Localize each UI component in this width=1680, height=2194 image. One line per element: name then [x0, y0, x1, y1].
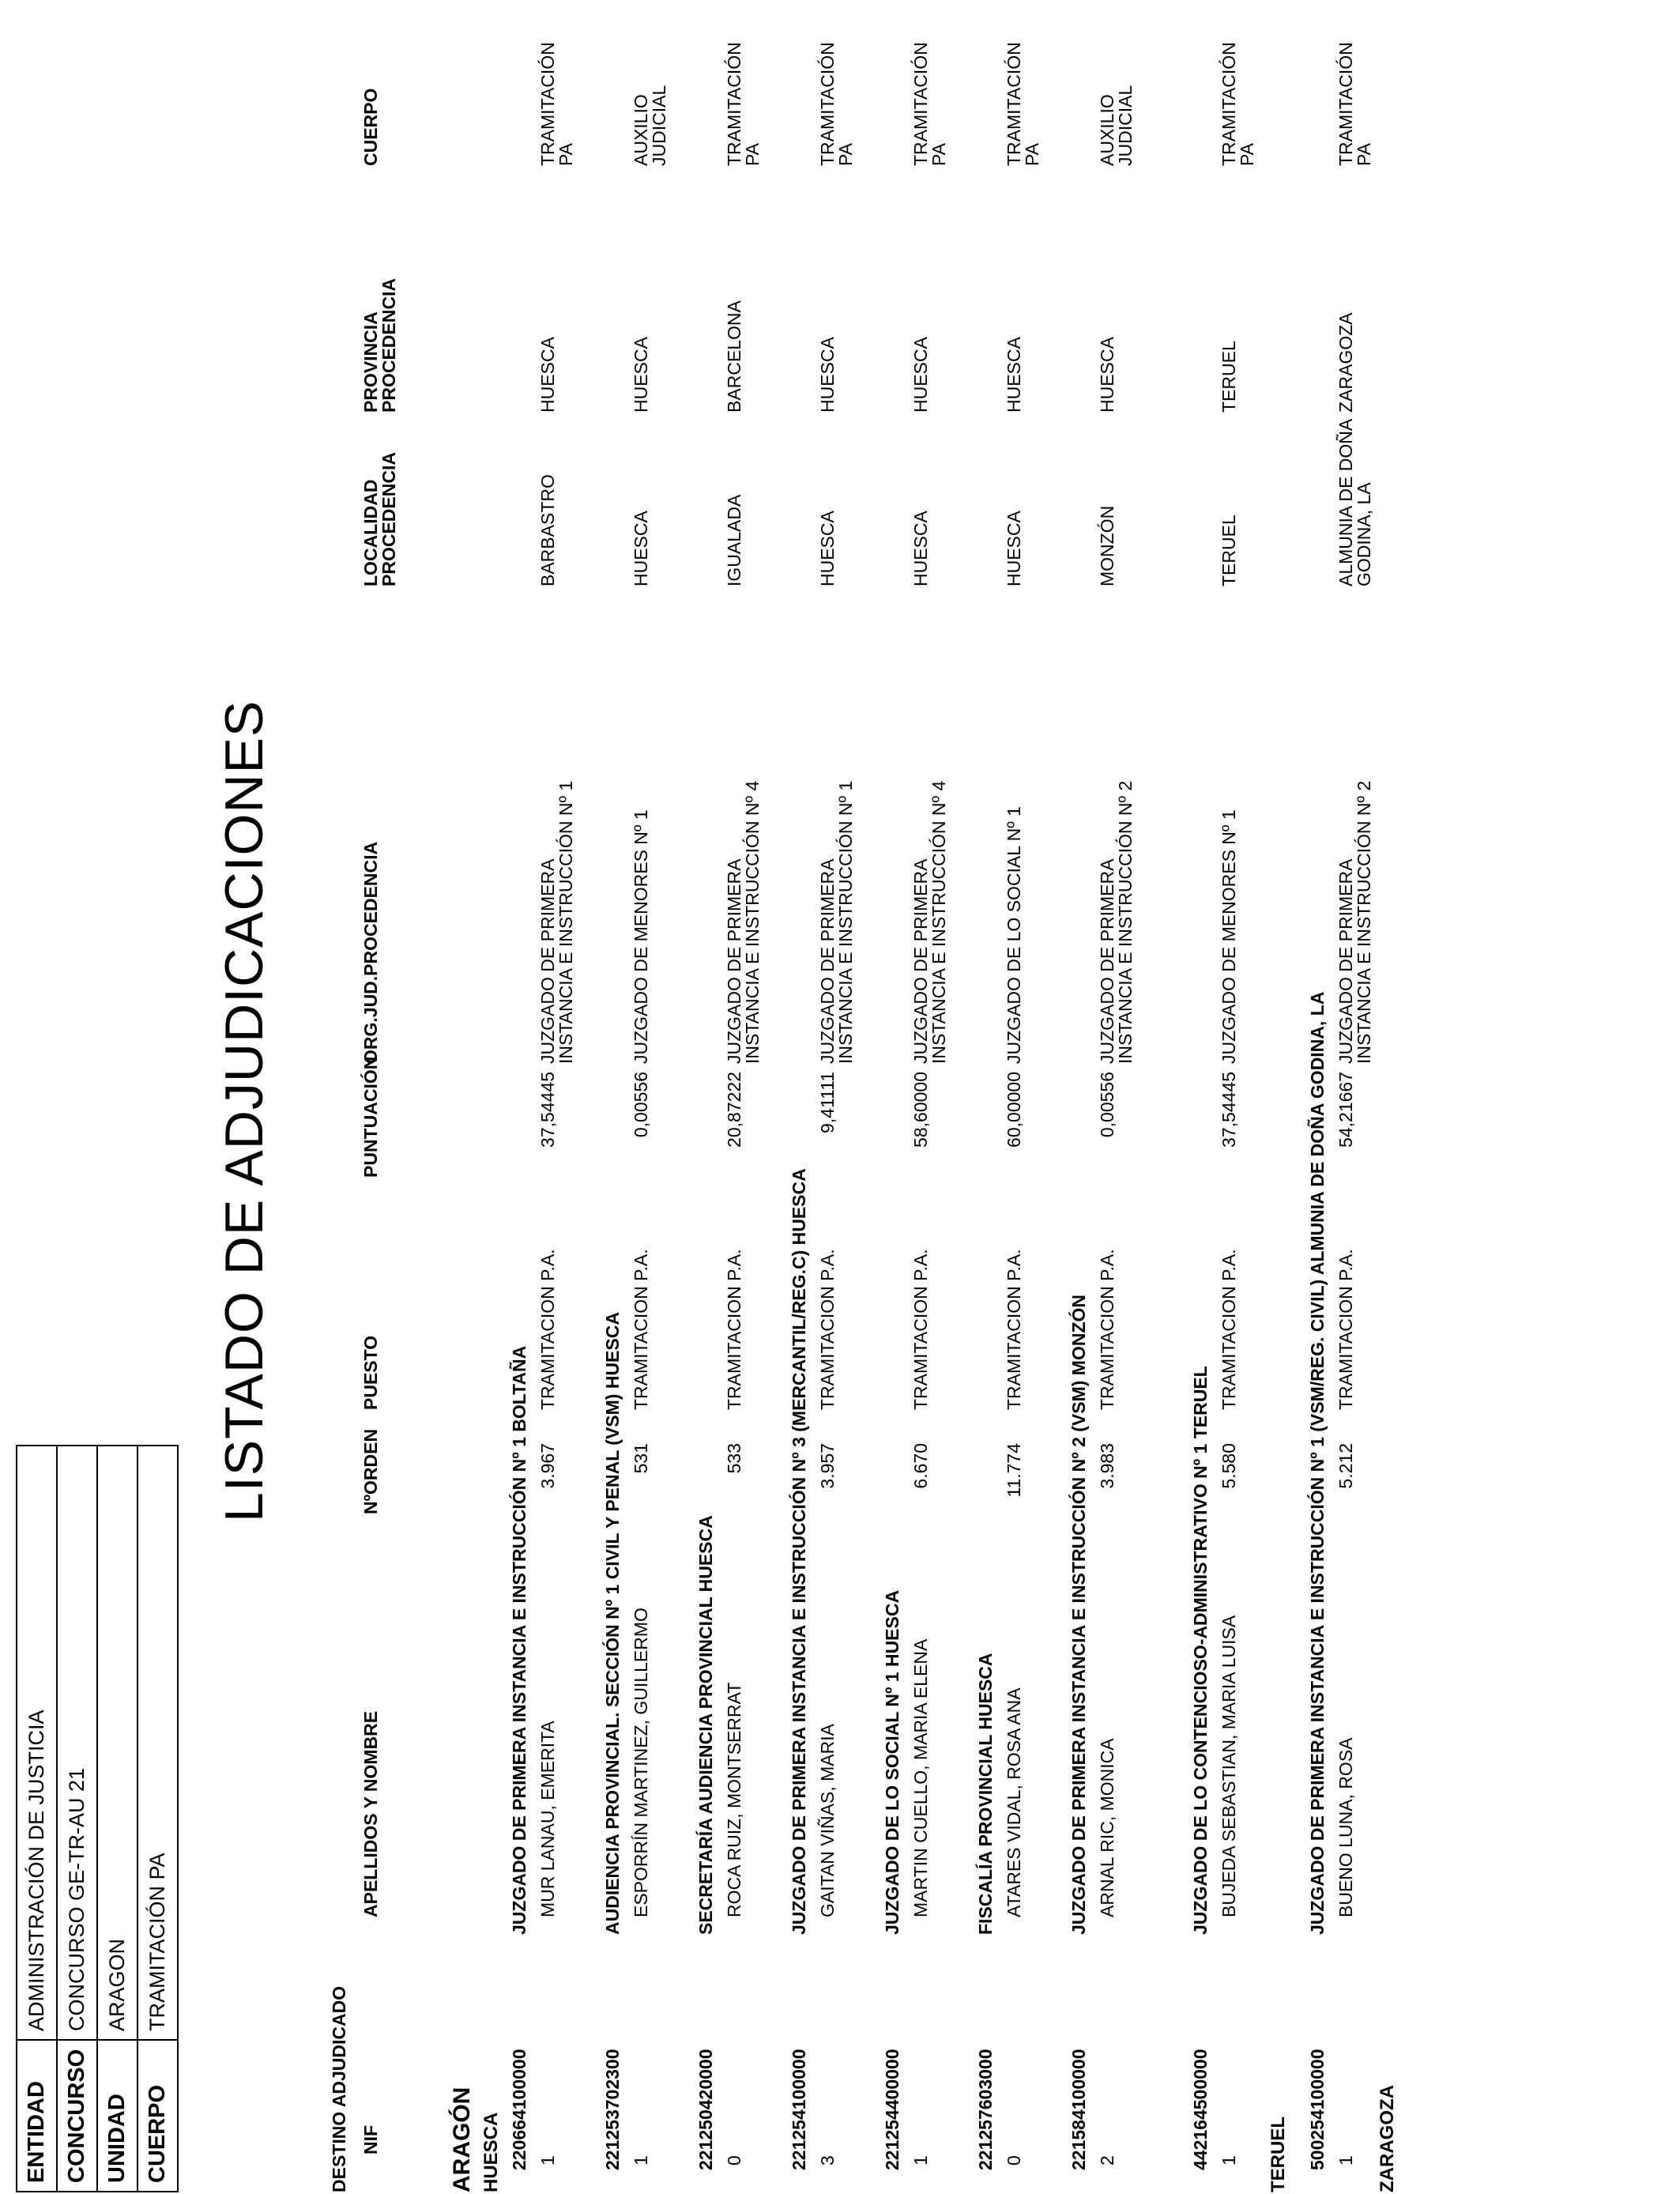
header-label-concurso: CONCURSO [57, 2040, 97, 2192]
org-line: JUZGADO DE PRIMERA [1335, 858, 1356, 1064]
org-line: INSTANCIA E INSTRUCCIÓN Nº 1 [556, 780, 576, 1064]
column-header-orden: NºORDEN [360, 1428, 381, 1514]
puntuacion: 54,21667 [1335, 1072, 1356, 1148]
destino-code: 221253702300 [602, 2049, 623, 2170]
localidad [725, 495, 744, 586]
localidad-line: HUESCA [1004, 511, 1024, 586]
org-line: INSTANCIA E INSTRUCCIÓN Nº 4 [929, 780, 949, 1064]
provincia: HUESCA [910, 337, 931, 413]
provincia: HUESCA [1097, 337, 1117, 413]
puesto: TRAMITACION P.A. [537, 1249, 558, 1410]
localidad [632, 511, 650, 586]
localidad-line: GODINA, LA [1354, 482, 1374, 586]
org-procedencia [1220, 810, 1238, 1065]
destino-code: 221254100000 [789, 2049, 809, 2170]
province-heading-huesca: HUESCA [480, 2112, 502, 2192]
localidad [1337, 419, 1373, 586]
cuerpo [1220, 42, 1256, 166]
cuerpo-line: PA [742, 143, 763, 166]
puesto: TRAMITACION P.A. [1219, 1249, 1239, 1410]
nif: 0 [724, 2155, 744, 2166]
column-header-nif: NIF [360, 2124, 381, 2154]
nif: 1 [631, 2155, 651, 2166]
destino-code: 221250420000 [695, 2049, 716, 2170]
puntuacion: 58,60000 [910, 1072, 931, 1148]
nif: 2 [1097, 2155, 1117, 2166]
localidad [539, 474, 557, 586]
localidad-line: ALMUNIA DE DOÑA [1335, 418, 1356, 586]
org-line: JUZGADO DE PRIMERA [537, 858, 558, 1064]
localidad [1098, 506, 1117, 586]
localidad-line: HUESCA [817, 511, 838, 586]
destino-name: JUZGADO DE PRIMERA INSTANCIA E INSTRUCCIÓN Nº 1 BOLTAÑA [509, 1345, 529, 1935]
localidad [1220, 515, 1238, 586]
destino-name: SECRETARÍA AUDIENCIA PROVINCIAL HUESCA [695, 1515, 716, 1935]
puesto: TRAMITACION P.A. [724, 1249, 744, 1410]
destino-name: AUDIENCIA PROVINCIAL. SECCIÓN Nº 1 CIVIL Y PENAL (VSM) HUESCA [602, 1312, 623, 1935]
header-value-unidad: ARAGON [97, 1446, 137, 2040]
org-line: INSTANCIA E INSTRUCCIÓN Nº 2 [1354, 780, 1374, 1064]
nif: 1 [1335, 2155, 1356, 2166]
puntuacion: 20,87222 [724, 1072, 744, 1148]
puntuacion: 9,41111 [817, 1072, 838, 1134]
cuerpo-line: PA [1354, 143, 1374, 166]
nombre: MARTIN CUELLO, MARIA ELENA [910, 1638, 931, 1917]
header-value-cuerpo: TRAMITACIÓN PA [137, 1446, 178, 2040]
provincia: HUESCA [817, 337, 838, 413]
org-line: JUZGADO DE PRIMERA [817, 858, 838, 1064]
provincia: HUESCA [1004, 337, 1024, 413]
orden: 3.957 [817, 1443, 838, 1489]
cuerpo-line: PA [929, 143, 949, 166]
nif: 1 [537, 2155, 558, 2166]
org-procedencia [725, 781, 762, 1064]
cuerpo [725, 42, 762, 166]
localidad [912, 511, 930, 586]
page-title: LISTADO DE ADJUDICACIONES [214, 699, 274, 1522]
header-row [137, 1446, 178, 2192]
destino-code: 221254400000 [882, 2049, 902, 2170]
column-header-provincia-line: PROVINCIA [360, 311, 381, 413]
header-row [57, 1446, 97, 2192]
column-header-localidad-line: PROCEDENCIA [379, 452, 399, 586]
column-header-localidad-line: LOCALIDAD [360, 479, 381, 586]
cuerpo-line: PA [556, 143, 576, 166]
puntuacion: 60,00000 [1004, 1072, 1024, 1148]
org-procedencia [539, 781, 575, 1064]
orden: 531 [631, 1443, 651, 1474]
puntuacion: 37,54445 [1219, 1072, 1239, 1148]
cuerpo-line: AUXILIO [1097, 94, 1117, 166]
provincia: TERUEL [1219, 341, 1239, 413]
nif: 0 [1004, 2155, 1024, 2166]
cuerpo-line: TRAMITACIÓN [724, 42, 744, 166]
destino-name: JUZGADO DE PRIMERA INSTANCIA E INSTRUCCIÓN Nº 2 (VSM) MONZÓN [1068, 1294, 1089, 1935]
destino-name: JUZGADO DE LO SOCIAL Nº 1 HUESCA [882, 1589, 902, 1935]
provincia: HUESCA [537, 337, 558, 413]
header-label-unidad: UNIDAD [97, 2040, 137, 2192]
org-line: INSTANCIA E INSTRUCCIÓN Nº 2 [1115, 780, 1136, 1064]
org-line: JUZGADO DE PRIMERA [910, 858, 931, 1064]
cuerpo [1098, 85, 1135, 166]
orden: 6.670 [910, 1443, 931, 1489]
puesto: TRAMITACION P.A. [1335, 1249, 1356, 1410]
org-line: JUZGADO DE MENORES Nº 1 [631, 809, 651, 1064]
puntuacion: 0,00556 [631, 1072, 651, 1138]
destino-name: JUZGADO DE LO CONTENCIOSO-ADMINISTRATIVO Nº 1 TERUEL [1190, 1366, 1211, 1935]
cuerpo [1337, 42, 1373, 166]
column-header-provincia-line: PROCEDENCIA [379, 278, 399, 413]
nombre: ESPORRÍN MARTINEZ, GUILLERMO [631, 1608, 651, 1917]
destino-code: 221584100000 [1068, 2049, 1089, 2170]
provincia: HUESCA [631, 337, 651, 413]
nombre: ATARES VIDAL, ROSA ANA [1004, 1687, 1024, 1917]
column-header-localidad [362, 452, 398, 586]
nif: 3 [817, 2155, 838, 2166]
destino-name: JUZGADO DE PRIMERA INSTANCIA E INSTRUCCIÓN Nº 3 (MERCANTIL/REG.C) HUESCA [789, 1168, 809, 1935]
nif: 1 [910, 2155, 931, 2166]
localidad-line: HUESCA [631, 511, 651, 586]
provincia: BARCELONA [724, 300, 744, 413]
org-line: JUZGADO DE MENORES Nº 1 [1219, 809, 1239, 1064]
nombre: BUENO LUNA, ROSA [1335, 1737, 1356, 1917]
destino-code: 442164500000 [1190, 2049, 1211, 2170]
puesto: TRAMITACION P.A. [1097, 1249, 1117, 1410]
header-row [97, 1446, 137, 2192]
column-header-org: ORG.JUD.PROCEDENCIA [360, 841, 381, 1064]
orden: 11.774 [1004, 1443, 1024, 1498]
cuerpo-line: TRAMITACIÓN [817, 42, 838, 166]
destino-code: 220664100000 [509, 2049, 529, 2170]
org-procedencia [632, 810, 650, 1065]
org-line: INSTANCIA E INSTRUCCIÓN Nº 1 [835, 780, 856, 1064]
provincia: ZARAGOZA [1335, 312, 1356, 413]
localidad-line: MONZÓN [1097, 505, 1117, 586]
column-header-provincia [362, 278, 398, 413]
cuerpo-line: TRAMITACIÓN [1219, 42, 1239, 166]
cuerpo-line: TRAMITACIÓN [537, 42, 558, 166]
header-info-table [16, 1445, 179, 2192]
nif: 1 [1219, 2155, 1239, 2166]
org-procedencia [1337, 781, 1373, 1064]
org-procedencia [1005, 806, 1023, 1064]
nombre: MUR LANAU, EMERITA [537, 1721, 558, 1917]
header-row [17, 1446, 57, 2192]
cuerpo-line: PA [835, 143, 856, 166]
localidad-line: TERUEL [1219, 515, 1239, 586]
cuerpo-line: TRAMITACIÓN [1335, 42, 1356, 166]
destino-code: 221257603000 [975, 2049, 996, 2170]
header-label-cuerpo: CUERPO [137, 2040, 178, 2192]
cuerpo [539, 42, 575, 166]
column-header-cuerpo: CUERPO [360, 88, 381, 166]
localidad-line: IGUALADA [724, 494, 744, 586]
column-header-puntuacion: PUNTUACIÓN [360, 1056, 381, 1178]
cuerpo-line: PA [1237, 143, 1257, 166]
puesto: TRAMITACION P.A. [631, 1249, 651, 1410]
province-heading-teruel: TERUEL [1268, 2117, 1289, 2192]
puntuacion: 37,54445 [537, 1072, 558, 1148]
cuerpo-line: JUDICIAL [1115, 85, 1136, 166]
puntuacion: 0,00556 [1097, 1072, 1117, 1138]
orden: 3.967 [537, 1443, 558, 1489]
orden: 3.983 [1097, 1443, 1117, 1489]
header-label-entidad: ENTIDAD [17, 2040, 57, 2192]
header-value-concurso: CONCURSO GE-TR-AU 21 [57, 1446, 97, 2040]
puesto: TRAMITACION P.A. [817, 1249, 838, 1410]
header-value-entidad: ADMINISTRACIÓN DE JUSTICIA [17, 1446, 57, 2040]
cuerpo-line: JUDICIAL [649, 85, 669, 166]
localidad-line: HUESCA [910, 511, 931, 586]
localidad [819, 511, 837, 586]
cuerpo [819, 42, 855, 166]
orden: 5.580 [1219, 1443, 1239, 1489]
cuerpo [912, 42, 948, 166]
nombre: BUJEDA SEBASTIAN, MARIA LUISA [1219, 1615, 1239, 1917]
org-line: JUZGADO DE PRIMERA [1097, 858, 1117, 1064]
cuerpo-line: TRAMITACIÓN [1004, 42, 1024, 166]
province-heading-zaragoza: ZARAGOZA [1377, 2085, 1398, 2192]
column-header-puesto: PUESTO [360, 1335, 381, 1410]
puesto: TRAMITACION P.A. [1004, 1249, 1024, 1410]
nombre: ARNAL RIC, MONICA [1097, 1738, 1117, 1917]
localidad [1005, 511, 1023, 586]
orden: 5.212 [1335, 1443, 1356, 1489]
cuerpo [1005, 42, 1042, 166]
cuerpo [632, 85, 669, 166]
destino-name: JUZGADO DE PRIMERA INSTANCIA E INSTRUCCIÓN Nº 1 (VSM/REG. CIVIL) ALMUNIA DE DOÑA GODINA, LA [1307, 991, 1328, 1935]
org-line: JUZGADO DE LO SOCIAL Nº 1 [1004, 806, 1024, 1064]
org-procedencia [819, 781, 855, 1064]
puesto: TRAMITACION P.A. [910, 1249, 931, 1410]
cuerpo-line: AUXILIO [631, 94, 651, 166]
column-header-destino: DESTINO ADJUDICADO [329, 1985, 349, 2192]
org-line: INSTANCIA E INSTRUCCIÓN Nº 4 [742, 780, 763, 1064]
destino-code: 500254100000 [1307, 2049, 1328, 2170]
nombre: GAITAN VIÑAS, MARIA [817, 1724, 838, 1917]
org-procedencia [912, 781, 948, 1064]
cuerpo-line: PA [1022, 143, 1042, 166]
localidad-line: BARBASTRO [537, 474, 558, 586]
nombre: ROCA RUIZ, MONTSERRAT [724, 1682, 744, 1917]
org-line: JUZGADO DE PRIMERA [724, 858, 744, 1064]
cuerpo-line: TRAMITACIÓN [910, 42, 931, 166]
destino-name: FISCALÍA PROVINCIAL HUESCA [975, 1653, 996, 1935]
region-heading: ARAGÓN [449, 2087, 475, 2192]
column-header-nombre: APELLIDOS Y NOMBRE [360, 1710, 381, 1917]
orden: 533 [724, 1443, 744, 1474]
org-procedencia [1098, 781, 1135, 1064]
